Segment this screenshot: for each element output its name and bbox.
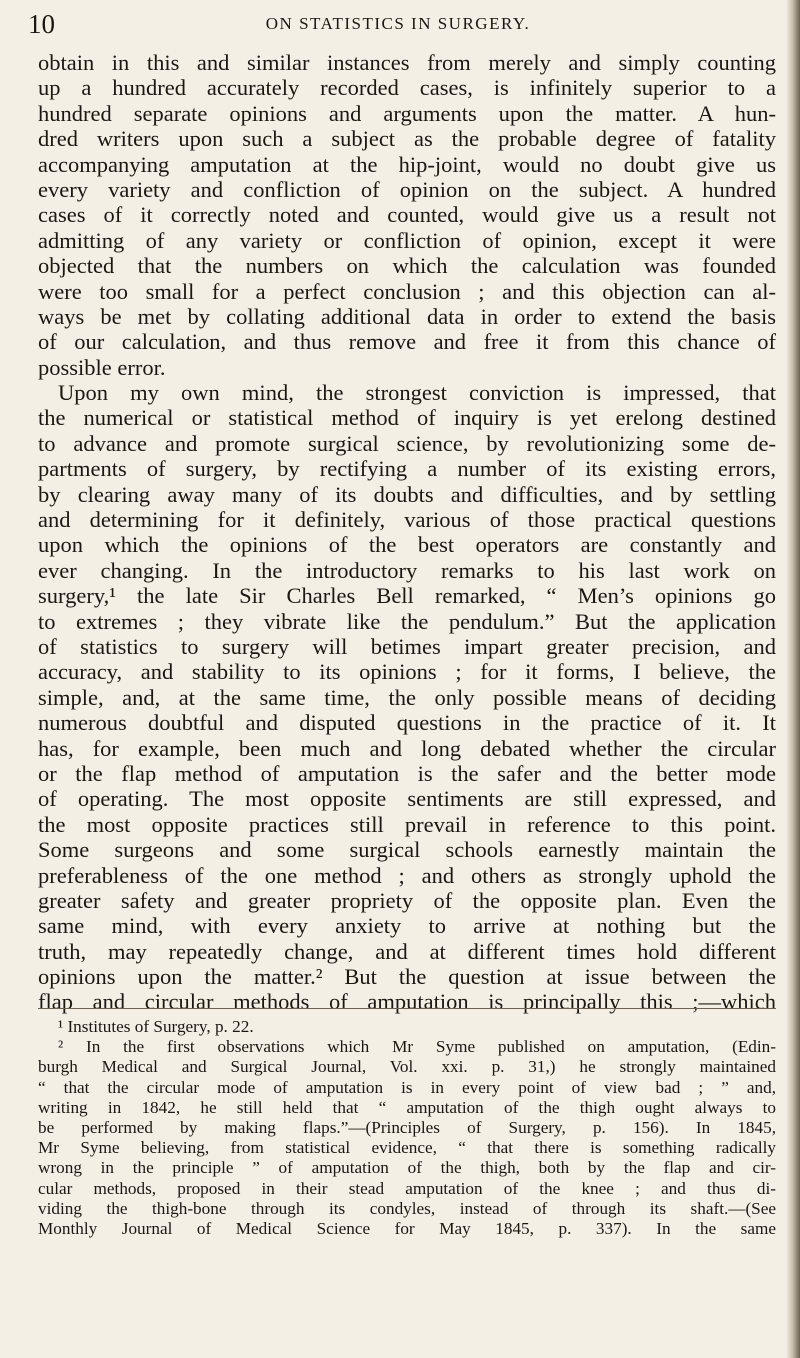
body-line: of our calculation, and thus remove and free it from this chance of xyxy=(38,329,776,355)
body-line: the numerical or statistical method of inquiry is yet erelong destined xyxy=(38,405,776,431)
body-line: numerous doubtful and disputed questions in the practice of it. It xyxy=(38,710,776,736)
footnote-line: writing in 1842, he still held that “ amputation of the thigh ought always to xyxy=(38,1097,776,1117)
body-line: Some surgeons and some surgical schools earnestly maintain the xyxy=(38,837,776,863)
body-line: preferableness of the one method ; and others as strongly uphold the xyxy=(38,862,776,888)
body-line: possible error. xyxy=(38,354,166,380)
footnote-line: ¹ Institutes of Surgery, p. 22. xyxy=(58,1017,254,1036)
footnote-line: “ that the circular mode of amputation is in every point of view bad ; ” and, xyxy=(38,1077,776,1097)
body-line: surgery,¹ the late Sir Charles Bell remarked, “ Men’s opinions go xyxy=(38,583,776,609)
page-number: 10 xyxy=(28,9,55,39)
body-line: up a hundred accurately recorded cases, is infinitely superior to a xyxy=(38,75,776,101)
body-line: ways be met by collating additional data in order to extend the basis xyxy=(38,303,776,329)
footnote-line: burgh Medical and Surgical Journal, Vol. xxi. p. 31,) he strongly maintained xyxy=(38,1057,776,1077)
body-line: hundred separate opinions and arguments upon the matter. A hun- xyxy=(38,100,776,126)
body-line: truth, may repeatedly change, and at different times hold different xyxy=(38,938,776,964)
footnote-line: viding the thigh-bone through its condyles, instead of through its shaft.—(See xyxy=(38,1198,776,1218)
body-line: to extremes ; they vibrate like the pendulum.” But the application xyxy=(38,608,776,634)
body-line: ever changing. In the introductory remarks to his last work on xyxy=(38,557,776,583)
running-head: ON STATISTICS IN SURGERY. xyxy=(265,14,531,33)
body-line: objected that the numbers on which the calculation was founded xyxy=(38,253,776,279)
body-line: dred writers upon such a subject as the probable degree of fatality xyxy=(38,126,776,152)
body-line: obtain in this and similar instances from merely and simply counting xyxy=(38,50,776,75)
body-line: or the flap method of amputation is the safer and the better mode xyxy=(38,760,776,786)
footnote-line: Mr Syme believing, from statistical evidence, “ that there is something radically xyxy=(38,1138,776,1158)
body-line: same mind, with every anxiety to arrive at nothing but the xyxy=(38,913,776,939)
body-line: has, for example, been much and long debated whether the circular xyxy=(38,735,776,761)
body-line: accompanying amputation at the hip-joint, would no doubt give us xyxy=(38,151,776,177)
footnote-line: wrong in the principle ” of amputation of the thigh, both by the flap and cir- xyxy=(38,1158,776,1178)
body-line: partments of surgery, by rectifying a number of its existing errors, xyxy=(38,456,776,482)
page-edge-shadow xyxy=(786,0,800,1358)
body-line: of statistics to surgery will betimes impart greater precision, and xyxy=(38,633,776,659)
body-line: to advance and promote surgical science, by revolutionizing some de- xyxy=(38,430,776,456)
body-line: every variety and confliction of opinion on the subject. A hundred xyxy=(38,176,776,202)
body-text xyxy=(38,50,776,1015)
body-line: upon which the opinions of the best operators are constantly and xyxy=(38,532,776,558)
body-line: of operating. The most opposite sentiments are still expressed, and xyxy=(38,786,776,812)
body-line: flap and circular methods of amputation is principally this ;—which xyxy=(38,989,776,1015)
footnote-line: Monthly Journal of Medical Science for May 1845, p. 337). In the same xyxy=(38,1218,776,1238)
body-line: by clearing away many of its doubts and difficulties, and by settling xyxy=(38,481,776,507)
body-line: were too small for a perfect conclusion ; and this objection can al- xyxy=(38,278,776,304)
footnotes xyxy=(38,1017,776,1239)
body-line: accuracy, and stability to its opinions ; for it forms, I believe, the xyxy=(38,659,776,685)
footnote-rule xyxy=(38,1008,776,1009)
body-line: and determining for it definitely, various of those practical questions xyxy=(38,507,776,533)
body-line: simple, and, at the same time, the only possible means of deciding xyxy=(38,684,776,710)
body-line: Upon my own mind, the strongest conviction is impressed, that xyxy=(58,380,776,406)
body-line: the most opposite practices still prevail in reference to this point. xyxy=(38,811,776,837)
body-line: greater safety and greater propriety of the opposite plan. Even the xyxy=(38,887,776,913)
body-line: admitting of any variety or confliction of opinion, except it were xyxy=(38,227,776,253)
footnote-line: cular methods, proposed in their stead amputation of the knee ; and thus di- xyxy=(38,1178,776,1198)
body-line: cases of it correctly noted and counted, would give us a result not xyxy=(38,202,776,228)
footnote-line: be performed by making flaps.”—(Principles of Surgery, p. 156). In 1845, xyxy=(38,1117,776,1137)
page-header xyxy=(28,4,768,44)
body-line: opinions upon the matter.² But the question at issue between the xyxy=(38,964,776,990)
footnote-line: ² In the first observations which Mr Syme published on amputation, (Edin- xyxy=(58,1037,776,1057)
